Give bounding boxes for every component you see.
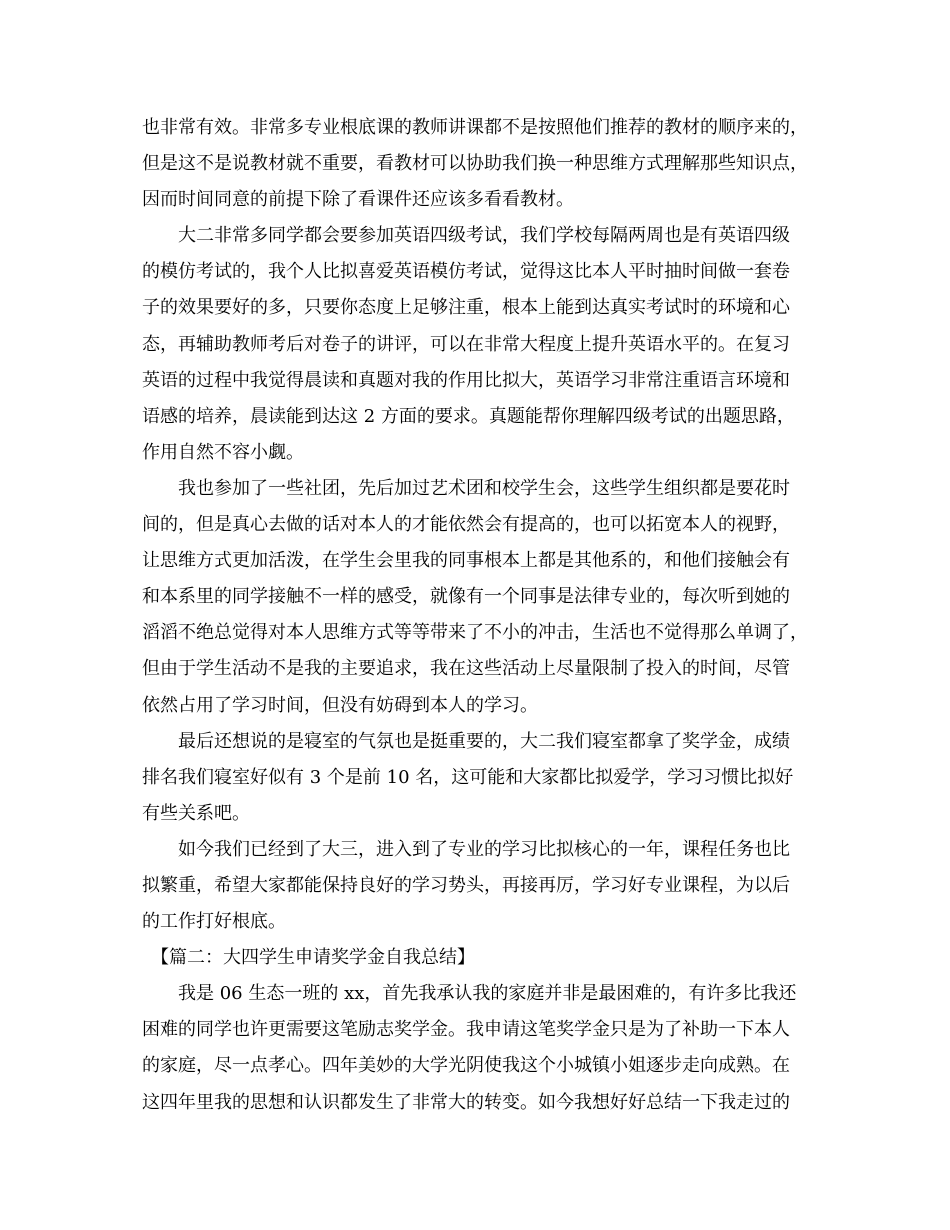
text-line: 因而时间同意的前提下除了看课件还应该多看看教材。 bbox=[142, 189, 574, 211]
text-line: 我是 06 生态一班的 xx，首先我承认我的家庭并非是最困难的，有许多比我还 bbox=[142, 983, 797, 1005]
text-line: 我也参加了一些社团，先后加过艺术团和校学生会，这些学生组织都是要花时 bbox=[142, 477, 790, 499]
text-line: 但由于学生活动不是我的主要追求，我在这些活动上尽量限制了投入的时间，尽管 bbox=[142, 658, 790, 680]
text-line: 让思维方式更加活泼，在学生会里我的同事根本上都是其他系的，和他们接触会有 bbox=[142, 550, 790, 572]
text-line: 作用自然不容小觑。 bbox=[142, 441, 304, 463]
text-line: 大二非常多同学都会要参加英语四级考试，我们学校每隔两周也是有英语四级 bbox=[142, 225, 790, 247]
text-line: 有些关系吧。 bbox=[142, 802, 250, 824]
document-body bbox=[142, 110, 814, 1121]
text-line: 态，再辅助教师考后对卷子的讲评，可以在非常大程度上提升英语水平的。在复习 bbox=[142, 333, 790, 355]
paragraph-dorm bbox=[142, 724, 814, 832]
text-line: 这四年里我的思想和认识都发生了非常大的转变。如今我想好好总结一下我走过的 bbox=[142, 1091, 790, 1113]
paragraph-scholarship-intro bbox=[142, 976, 814, 1120]
text-line: 的工作打好根底。 bbox=[142, 911, 286, 933]
text-line: 英语的过程中我觉得晨读和真题对我的作用比拟大，英语学习非常注重语言环境和 bbox=[142, 369, 790, 391]
paragraph-clubs bbox=[142, 471, 814, 724]
text-line: 的家庭，尽一点孝心。四年美妙的大学光阴使我这个小城镇小姐逐步走向成熟。在 bbox=[142, 1055, 790, 1077]
text-line: 如今我们已经到了大三，进入到了专业的学习比拟核心的一年，课程任务也比 bbox=[142, 838, 790, 860]
section-heading bbox=[142, 940, 814, 976]
text-line: 的模仿考试的，我个人比拟喜爱英语模仿考试，觉得这比本人平时抽时间做一套卷 bbox=[142, 261, 790, 283]
paragraph-junior-year bbox=[142, 832, 814, 940]
text-line: 依然占用了学习时间，但没有妨碍到本人的学习。 bbox=[142, 694, 538, 716]
text-line: 【篇二：大四学生申请奖学金自我总结】 bbox=[142, 947, 475, 969]
text-line: 子的效果要好的多，只要你态度上足够注重，根本上能到达真实考试时的环境和心 bbox=[142, 297, 790, 319]
paragraph-english-exam bbox=[142, 218, 814, 471]
text-line: 最后还想说的是寝室的气氛也是挺重要的，大二我们寝室都拿了奖学金，成绩 bbox=[142, 730, 790, 752]
text-line: 拟繁重，希望大家都能保持良好的学习势头，再接再厉，学习好专业课程，为以后 bbox=[142, 874, 790, 896]
text-line: 间的，但是真心去做的话对本人的才能依然会有提高的，也可以拓宽本人的视野， bbox=[142, 514, 790, 536]
text-line: 滔滔不绝总觉得对本人思维方式等等带来了不小的冲击，生活也不觉得那么单调了， bbox=[142, 622, 808, 644]
text-line: 和本系里的同学接触不一样的感受，就像有一个同事是法律专业的，每次听到她的 bbox=[142, 586, 790, 608]
text-line: 但是这不是说教材就不重要，看教材可以协助我们换一种思维方式理解那些知识点， bbox=[142, 153, 808, 175]
text-line: 也非常有效。非常多专业根底课的教师讲课都不是按照他们推荐的教材的顺序来的， bbox=[142, 117, 808, 138]
text-line: 困难的同学也许更需要这笔励志奖学金。我申请这笔奖学金只是为了补助一下本人 bbox=[142, 1019, 790, 1041]
text-line: 排名我们寝室好似有 3 个是前 10 名，这可能和大家都比拟爱学，学习习惯比拟好 bbox=[142, 766, 794, 788]
text-line: 语感的培养，晨读能到达这 2 方面的要求。真题能帮你理解四级考试的出题思路， bbox=[142, 405, 795, 427]
paragraph-textbook-advice bbox=[142, 110, 814, 218]
